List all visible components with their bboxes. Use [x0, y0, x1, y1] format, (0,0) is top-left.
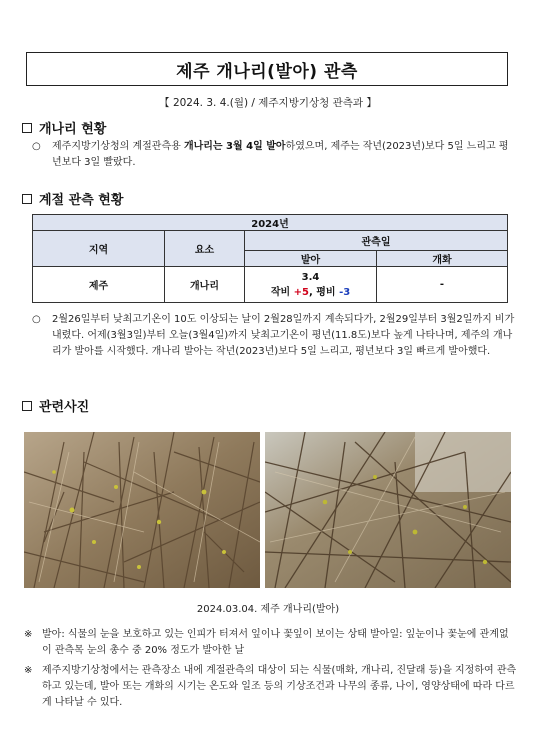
status-text-part: 제주지방기상청의 계절관측용: [52, 141, 184, 152]
sprout-compare: [245, 285, 376, 300]
section-heading-observation: [22, 189, 123, 208]
table-year-header: 2024년: [33, 215, 508, 231]
section-heading-photos: [22, 396, 89, 415]
observation-text: 2월26일부터 낮최고기온이 10도 이상되는 날이 2월28일까지 계속되다가, 2월29일부터 3월2일까지 비가 내렸다. 어제(3월3일)부터 오늘(3월4일)까지 낮최고기온이 평년(11.8도)보다 높게 나타나며, 제주의 개나리가 발아를 시작했다. 개나리 발아는 작년(2023년)보다 5일 느리고, 평년보다 3일 빠르게 발아했다.: [52, 314, 515, 357]
note-definition: [24, 627, 518, 659]
table-header-element: 요소: [165, 231, 245, 267]
section-heading-text: 계절 관측 현황: [39, 193, 124, 208]
square-bullet-icon: [22, 401, 32, 411]
photo-caption: 2024.03.04. 제주 개나리(발아): [196, 604, 340, 615]
section-heading-status: [22, 118, 106, 137]
forsythia-branches-photo: [24, 432, 260, 588]
table-cell-sprout: [245, 267, 377, 303]
compare-mid: , 평비: [308, 286, 340, 298]
compare-normal: -3: [339, 286, 351, 298]
observation-table: [32, 214, 508, 303]
circle-bullet-icon: ○: [32, 141, 41, 152]
table-header-obsday: 관측일: [245, 231, 508, 251]
forsythia-branches-closeup-photo: [265, 432, 511, 588]
sprout-date: 3.4: [301, 271, 320, 283]
compare-last-year: +5: [293, 286, 309, 298]
note-observation-info: [24, 663, 518, 711]
status-text-part: 하였으며, 제주는 작년(2023년)보다 5일 느리고 평년보다 3일 빨랐다.: [52, 141, 509, 168]
observation-paragraph: [32, 312, 518, 360]
section-heading-text: 개나리 현황: [39, 122, 107, 137]
circle-bullet-icon: ○: [32, 314, 41, 325]
forsythia-photo-right: [265, 432, 511, 588]
document-title-text: 제주 개나리(발아) 관측: [176, 61, 358, 82]
forsythia-photo-left: [24, 432, 260, 588]
note-text: 발아: 식물의 눈을 보호하고 있는 인피가 터져서 잎이나 꽃잎이 보이는 상태 발아일: 잎눈이나 꽃눈에 관계없이 관측목 눈의 총수 중 20% 정도가 발아한 날: [42, 629, 509, 656]
section-heading-text: 관련사진: [39, 400, 90, 415]
note-mark: ※: [24, 665, 33, 676]
square-bullet-icon: [22, 123, 32, 133]
table-header-bloom: 개화: [377, 251, 508, 267]
table-row: [33, 267, 508, 303]
status-text: [32, 139, 518, 171]
table-cell-region: 제주: [33, 267, 165, 303]
square-bullet-icon: [22, 194, 32, 204]
dateline: 【 2024. 3. 4.(월) / 제주지방기상청 관측과 】: [159, 97, 377, 109]
status-paragraph: [32, 139, 518, 171]
table-header-region: 지역: [33, 231, 165, 267]
note-text: 제주지방기상청에서는 관측장소 내에 계절관측의 대상이 되는 식물(매화, 개나리, 진달래 등)을 지정하여 관측하고 있는데, 발아 또는 개화의 시기는 온도와 일조 등의 기상조건과 나무의 종류, 나이, 영양상태에 따라 다르게 나타날 수 있다.: [42, 665, 517, 708]
table-cell-element: 개나리: [165, 267, 245, 303]
document-title: [26, 52, 508, 86]
note-mark: ※: [24, 629, 33, 640]
table-cell-bloom: -: [377, 267, 508, 303]
status-text-bold: 개나리는 3월 4일 발아: [183, 141, 286, 152]
compare-prefix: 작비: [270, 286, 294, 298]
table-header-sprout: 발아: [245, 251, 377, 267]
